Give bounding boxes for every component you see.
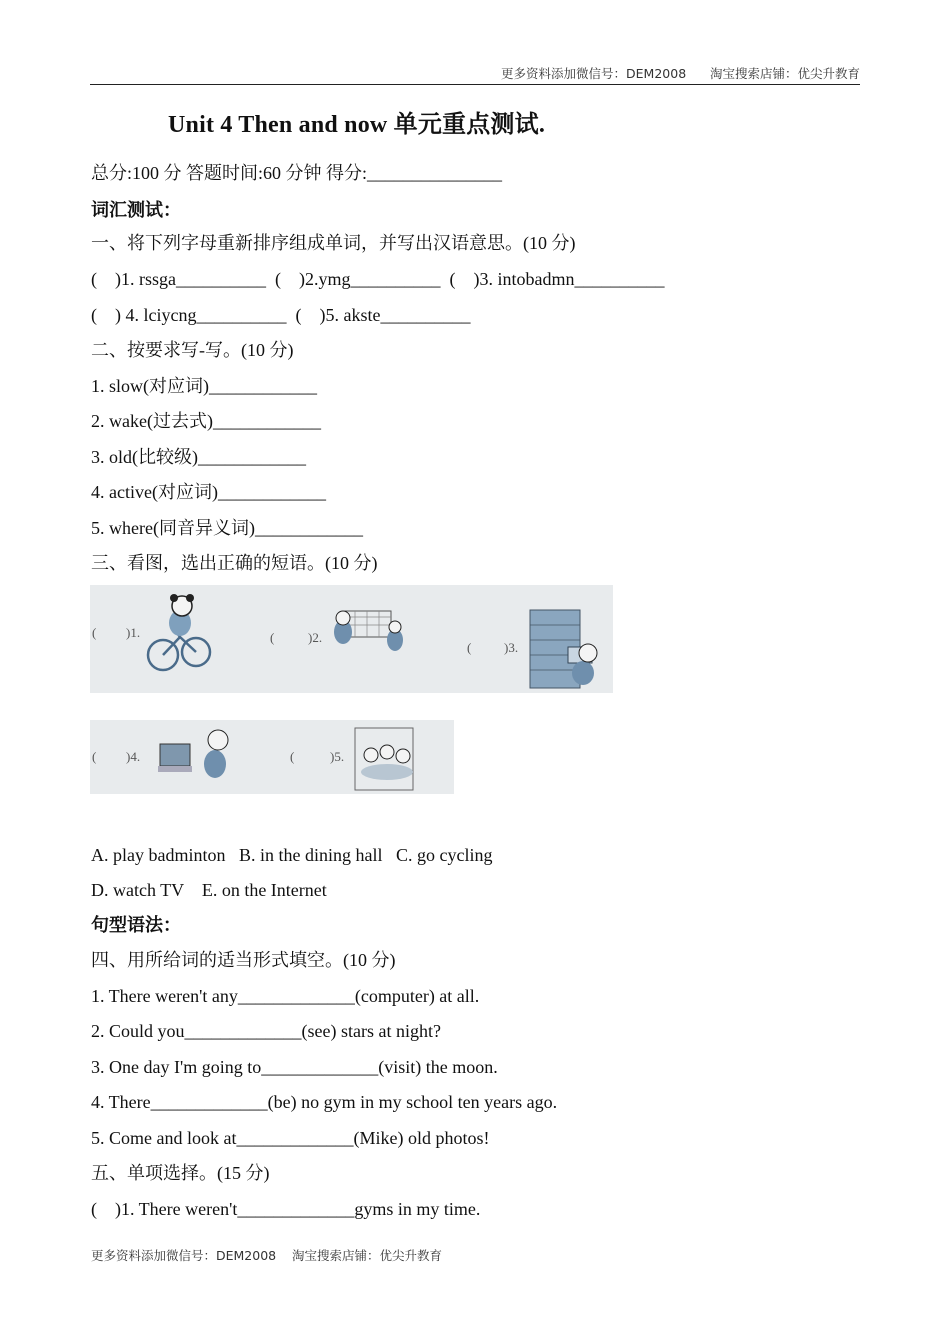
picture-strip-2 — [90, 720, 454, 794]
part3-options-row2: D. watch TV E. on the Internet — [91, 880, 327, 900]
part4-item-1: 1. There weren't any_____________(computer) at all. — [91, 986, 480, 1006]
part2-item-1: 1. slow(对应词)____________ — [91, 376, 317, 396]
picture-strip-1 — [90, 585, 613, 693]
part5-heading: 五、单项选择。(15 分) — [91, 1163, 270, 1183]
vocab-section-heading: 词汇测试： — [91, 200, 181, 220]
photo1-label-1a: ( — [92, 625, 97, 640]
photo2-label-4a: ( — [92, 749, 97, 764]
photo1-label-2a: ( — [270, 630, 275, 645]
page-title: Unit 4 Then and now 单元重点测试. — [168, 112, 546, 138]
page-footer: 更多资料添加微信号：DEM2008 淘宝搜索店铺：优尖升教育 — [91, 1248, 443, 1263]
score-line: 总分:100 分 答题时间:60 分钟 得分:_______________ — [91, 163, 503, 183]
part4-item-4: 4. There_____________(be) no gym in my school ten years ago. — [91, 1092, 558, 1112]
part4-item-5: 5. Come and look at_____________(Mike) old photos! — [91, 1128, 490, 1148]
header-divider — [90, 84, 860, 85]
part3-heading: 三、看图，选出正确的短语。(10 分) — [91, 553, 378, 573]
part2-item-2: 2. wake(过去式)____________ — [91, 411, 321, 431]
photo1-label-2b: )2. — [308, 630, 323, 645]
grammar-section-heading: 句型语法： — [91, 915, 181, 935]
photo1-label-1b: )1. — [126, 625, 141, 640]
part1-row2: ( ) 4. lciycng__________ ( )5. akste__________ — [91, 305, 471, 325]
part4-item-2: 2. Could you_____________(see) stars at night? — [91, 1021, 441, 1041]
part1-row1: ( )1. rssga__________ ( )2.ymg__________ ( )3. intobadmn__________ — [91, 269, 665, 289]
part4-heading: 四、用所给词的适当形式填空。(10 分) — [91, 950, 396, 970]
part2-item-4: 4. active(对应词)____________ — [91, 482, 326, 502]
photo1-label-3a: ( — [467, 640, 472, 655]
page-header: 更多资料添加微信号：DEM2008 淘宝搜索店铺：优尖升教育 — [501, 66, 860, 81]
photo2-label-4b: )4. — [126, 749, 141, 764]
part2-item-3: 3. old(比较级)____________ — [91, 447, 306, 467]
photo2-label-5a: ( — [290, 749, 295, 764]
part4-item-3: 3. One day I'm going to_____________(visit) the moon. — [91, 1057, 498, 1077]
part2-item-5: 5. where(同音异义词)____________ — [91, 518, 363, 538]
part3-options-row1: A. play badminton B. in the dining hall C. go cycling — [91, 845, 493, 865]
photo2-label-5b: )5. — [330, 749, 345, 764]
part2-heading: 二、按要求写-写。(10 分) — [91, 340, 294, 360]
photo1-label-3b: )3. — [504, 640, 519, 655]
part5-item-1: ( )1. There weren't_____________gyms in my time. — [91, 1199, 481, 1219]
part1-heading: 一、将下列字母重新排序组成单词，并写出汉语意思。(10 分) — [91, 233, 576, 253]
